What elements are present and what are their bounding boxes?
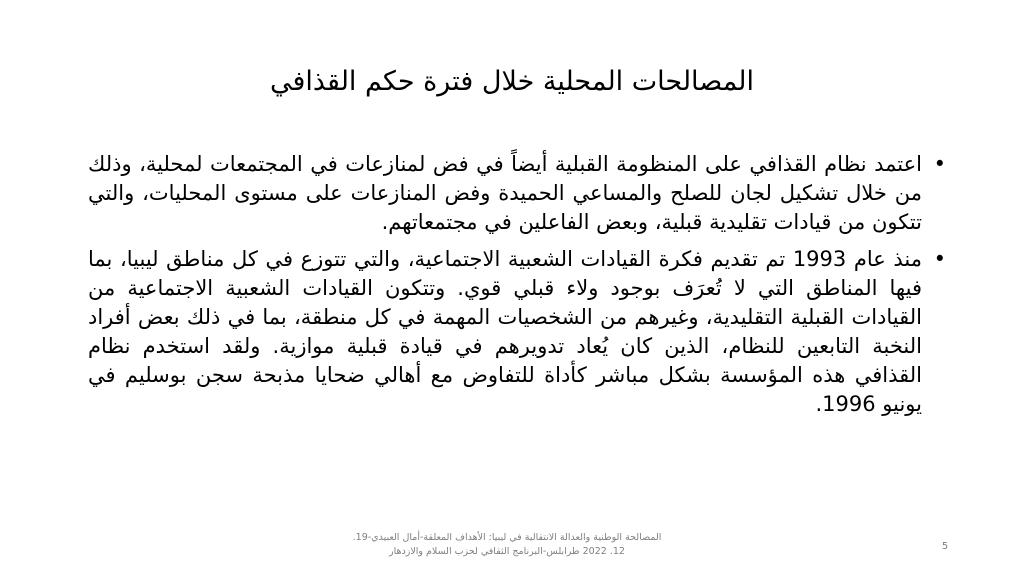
bullet-item — [88, 150, 946, 237]
footer-line: 12. 2022 طرابلس-البرنامج الثقافي لحزب السلام والازدهار — [389, 546, 625, 557]
footer-line: المصالحة الوطنية والعدالة الانتقالية في ليبيا: الأهداف المعلقة-أمال العبيدي-19. — [352, 532, 662, 543]
bullet-text: اعتمد نظام القذافي على المنظومة القبلية أيضاً في فض لمنازعات في المجتمعات لمحلية، وذلك من خلال تشكيل لجان للصلح والمساعي الحميدة وفض المنازعات على مستوى المحليات، والتي تتكون من قيادات تقليدية قبلية، وبعض الفاعلين في مجتمعاتهم. — [88, 152, 922, 234]
slide-body — [88, 150, 946, 427]
slide-title: المصالحات المحلية خلال فترة حكم القذافي — [269, 66, 755, 97]
footer-citation — [340, 531, 674, 559]
page-number: 5 — [941, 541, 949, 552]
bullet-dot: • — [933, 247, 946, 271]
bullet-item — [88, 245, 946, 419]
bullet-dot: • — [933, 152, 946, 176]
bullet-text: منذ عام 1993 تم تقديم فكرة القيادات الشعبية الاجتماعية، والتي تتوزع في كل مناطق ليبيا، بما فيها المناطق التي لا تُعرَف بوجود ولاء قبلي قوي. وتتكون القيادات الشعبية الاجتماعية من القيادات القبلية التقليدية، وغيرهم من الشخصيات المهمة في كل منطقة، بما في ذلك بعض أفراد النخبة التابعين للنظام، الذين كان يُعاد تدويرهم في قيادة قبلية موازية. ولقد استخدم نظام القذافي هذه المؤسسة بشكل مباشر كأداة للتفاوض مع أهالي ضحايا مذبحة سجن بوسليم في يونيو 1996. — [88, 247, 922, 416]
